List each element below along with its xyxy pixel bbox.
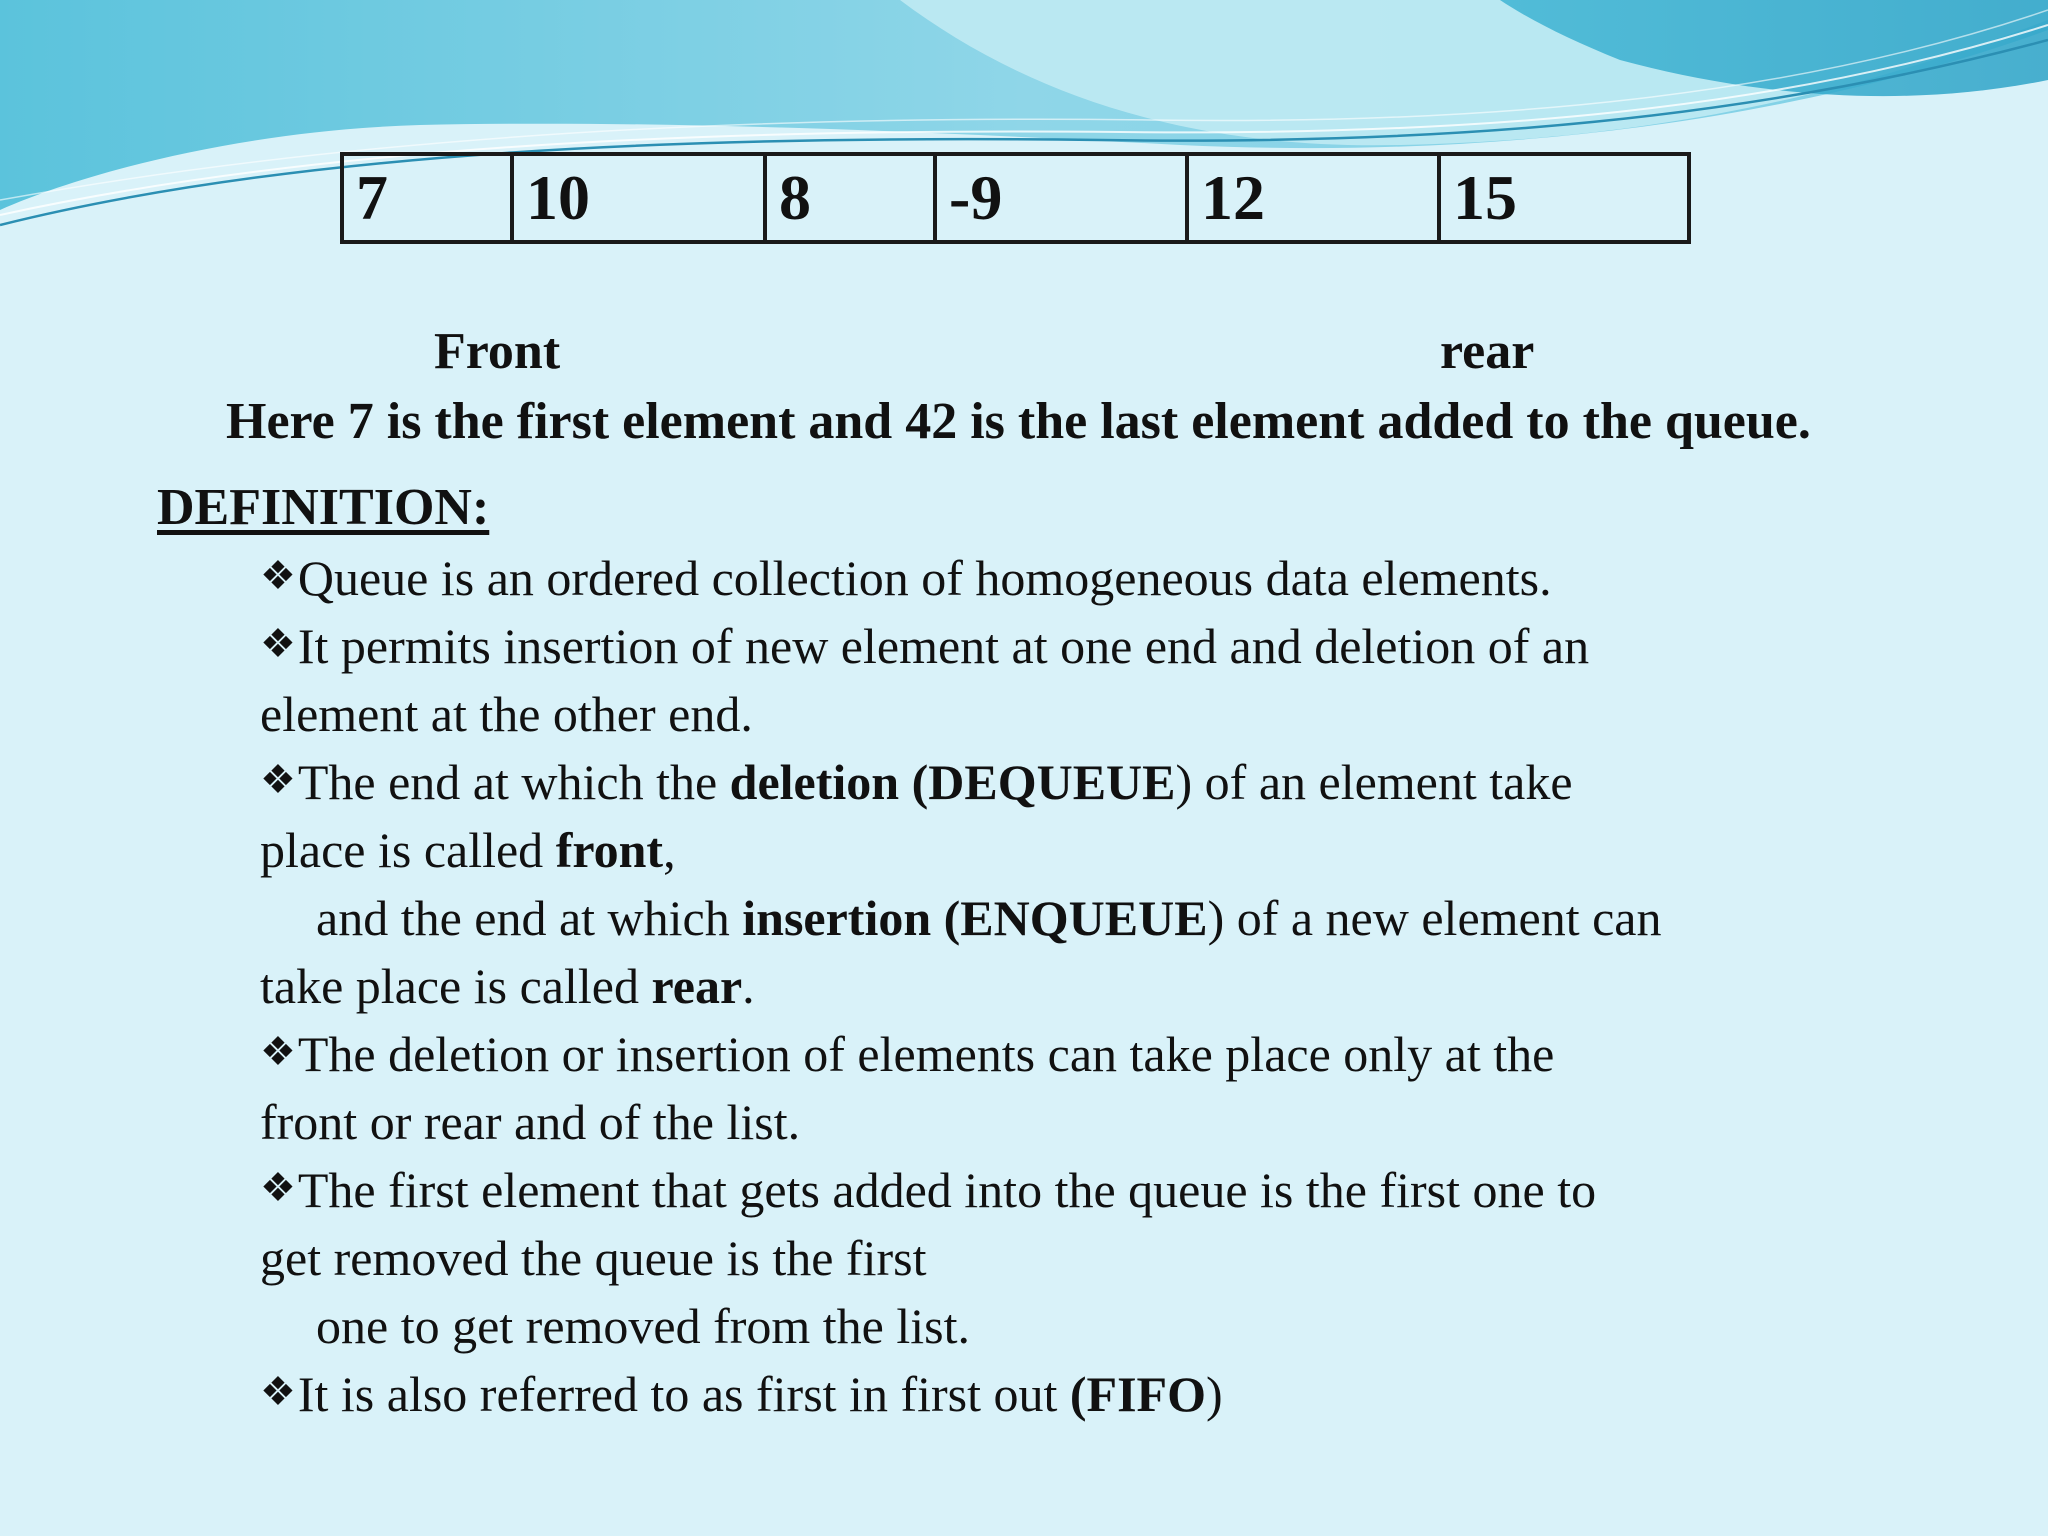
line-text: take place is called (260, 958, 652, 1014)
queue-row (342, 154, 1689, 242)
queue-cell: 10 (512, 154, 765, 242)
dequeue-term: deletion (DEQUEUE (729, 754, 1176, 810)
line-text: element at the other end. (260, 686, 753, 742)
continuation-line (316, 890, 1662, 946)
continuation-line (260, 1230, 927, 1286)
line-text: place is called (260, 822, 556, 878)
bullet-line (260, 1366, 1223, 1422)
continuation-line (260, 1094, 801, 1150)
line-text: one to get removed from the list. (316, 1298, 971, 1354)
line-text: front or rear and of the list. (260, 1094, 801, 1150)
queue-cell: 15 (1439, 154, 1689, 242)
line-text: Queue is an ordered collection of homogeneous data elements. (297, 550, 1552, 606)
queue-cell: -9 (935, 154, 1187, 242)
queue-cell: 8 (765, 154, 935, 242)
rear-term: rear (651, 958, 743, 1014)
queue-caption: Here 7 is the first element and 42 is the last element added to the queue. (226, 393, 1811, 450)
enqueue-term: insertion (ENQUEUE (742, 890, 1208, 946)
line-text: It permits insertion of new element at one end and deletion of an (297, 618, 1590, 674)
bullet-diamond-icon: ❖ (260, 1369, 296, 1414)
continuation-line (316, 1298, 971, 1354)
bullet-line (260, 1162, 1597, 1218)
line-text: ) of an element take (1175, 754, 1573, 810)
line-text: It is also referred to as first in first out (297, 1366, 1070, 1422)
definition-heading: DEFINITION: (157, 479, 490, 536)
queue-cell: 7 (342, 154, 512, 242)
line-text: . (742, 958, 755, 1014)
bullet-line (260, 550, 1552, 606)
bullet-diamond-icon: ❖ (260, 1029, 296, 1074)
line-text: ) of a new element can (1207, 890, 1662, 946)
queue-array (340, 152, 1691, 244)
bullet-diamond-icon: ❖ (260, 553, 296, 598)
line-text: ) (1205, 1366, 1223, 1422)
line-text: get removed the queue is the first (260, 1230, 927, 1286)
line-text: The deletion or insertion of elements can take place only at the (297, 1026, 1555, 1082)
line-text: , (663, 822, 676, 878)
fifo-term: (FIFO (1069, 1366, 1206, 1422)
rear-label: rear (1440, 323, 1535, 380)
continuation-line (260, 686, 753, 742)
bullet-diamond-icon: ❖ (260, 621, 296, 666)
queue-cell: 12 (1187, 154, 1439, 242)
line-text: The end at which the (297, 754, 730, 810)
continuation-line (260, 822, 676, 878)
bullet-line (260, 618, 1590, 674)
bullet-line (260, 1026, 1555, 1082)
front-term: front (555, 822, 664, 878)
bullet-diamond-icon: ❖ (260, 1165, 296, 1210)
continuation-line (260, 958, 755, 1014)
front-label: Front (434, 323, 561, 380)
line-text: and the end at which (316, 890, 743, 946)
line-text: The first element that gets added into the queue is the first one to (297, 1162, 1597, 1218)
bullet-diamond-icon: ❖ (260, 757, 296, 802)
bullet-line (260, 754, 1573, 810)
